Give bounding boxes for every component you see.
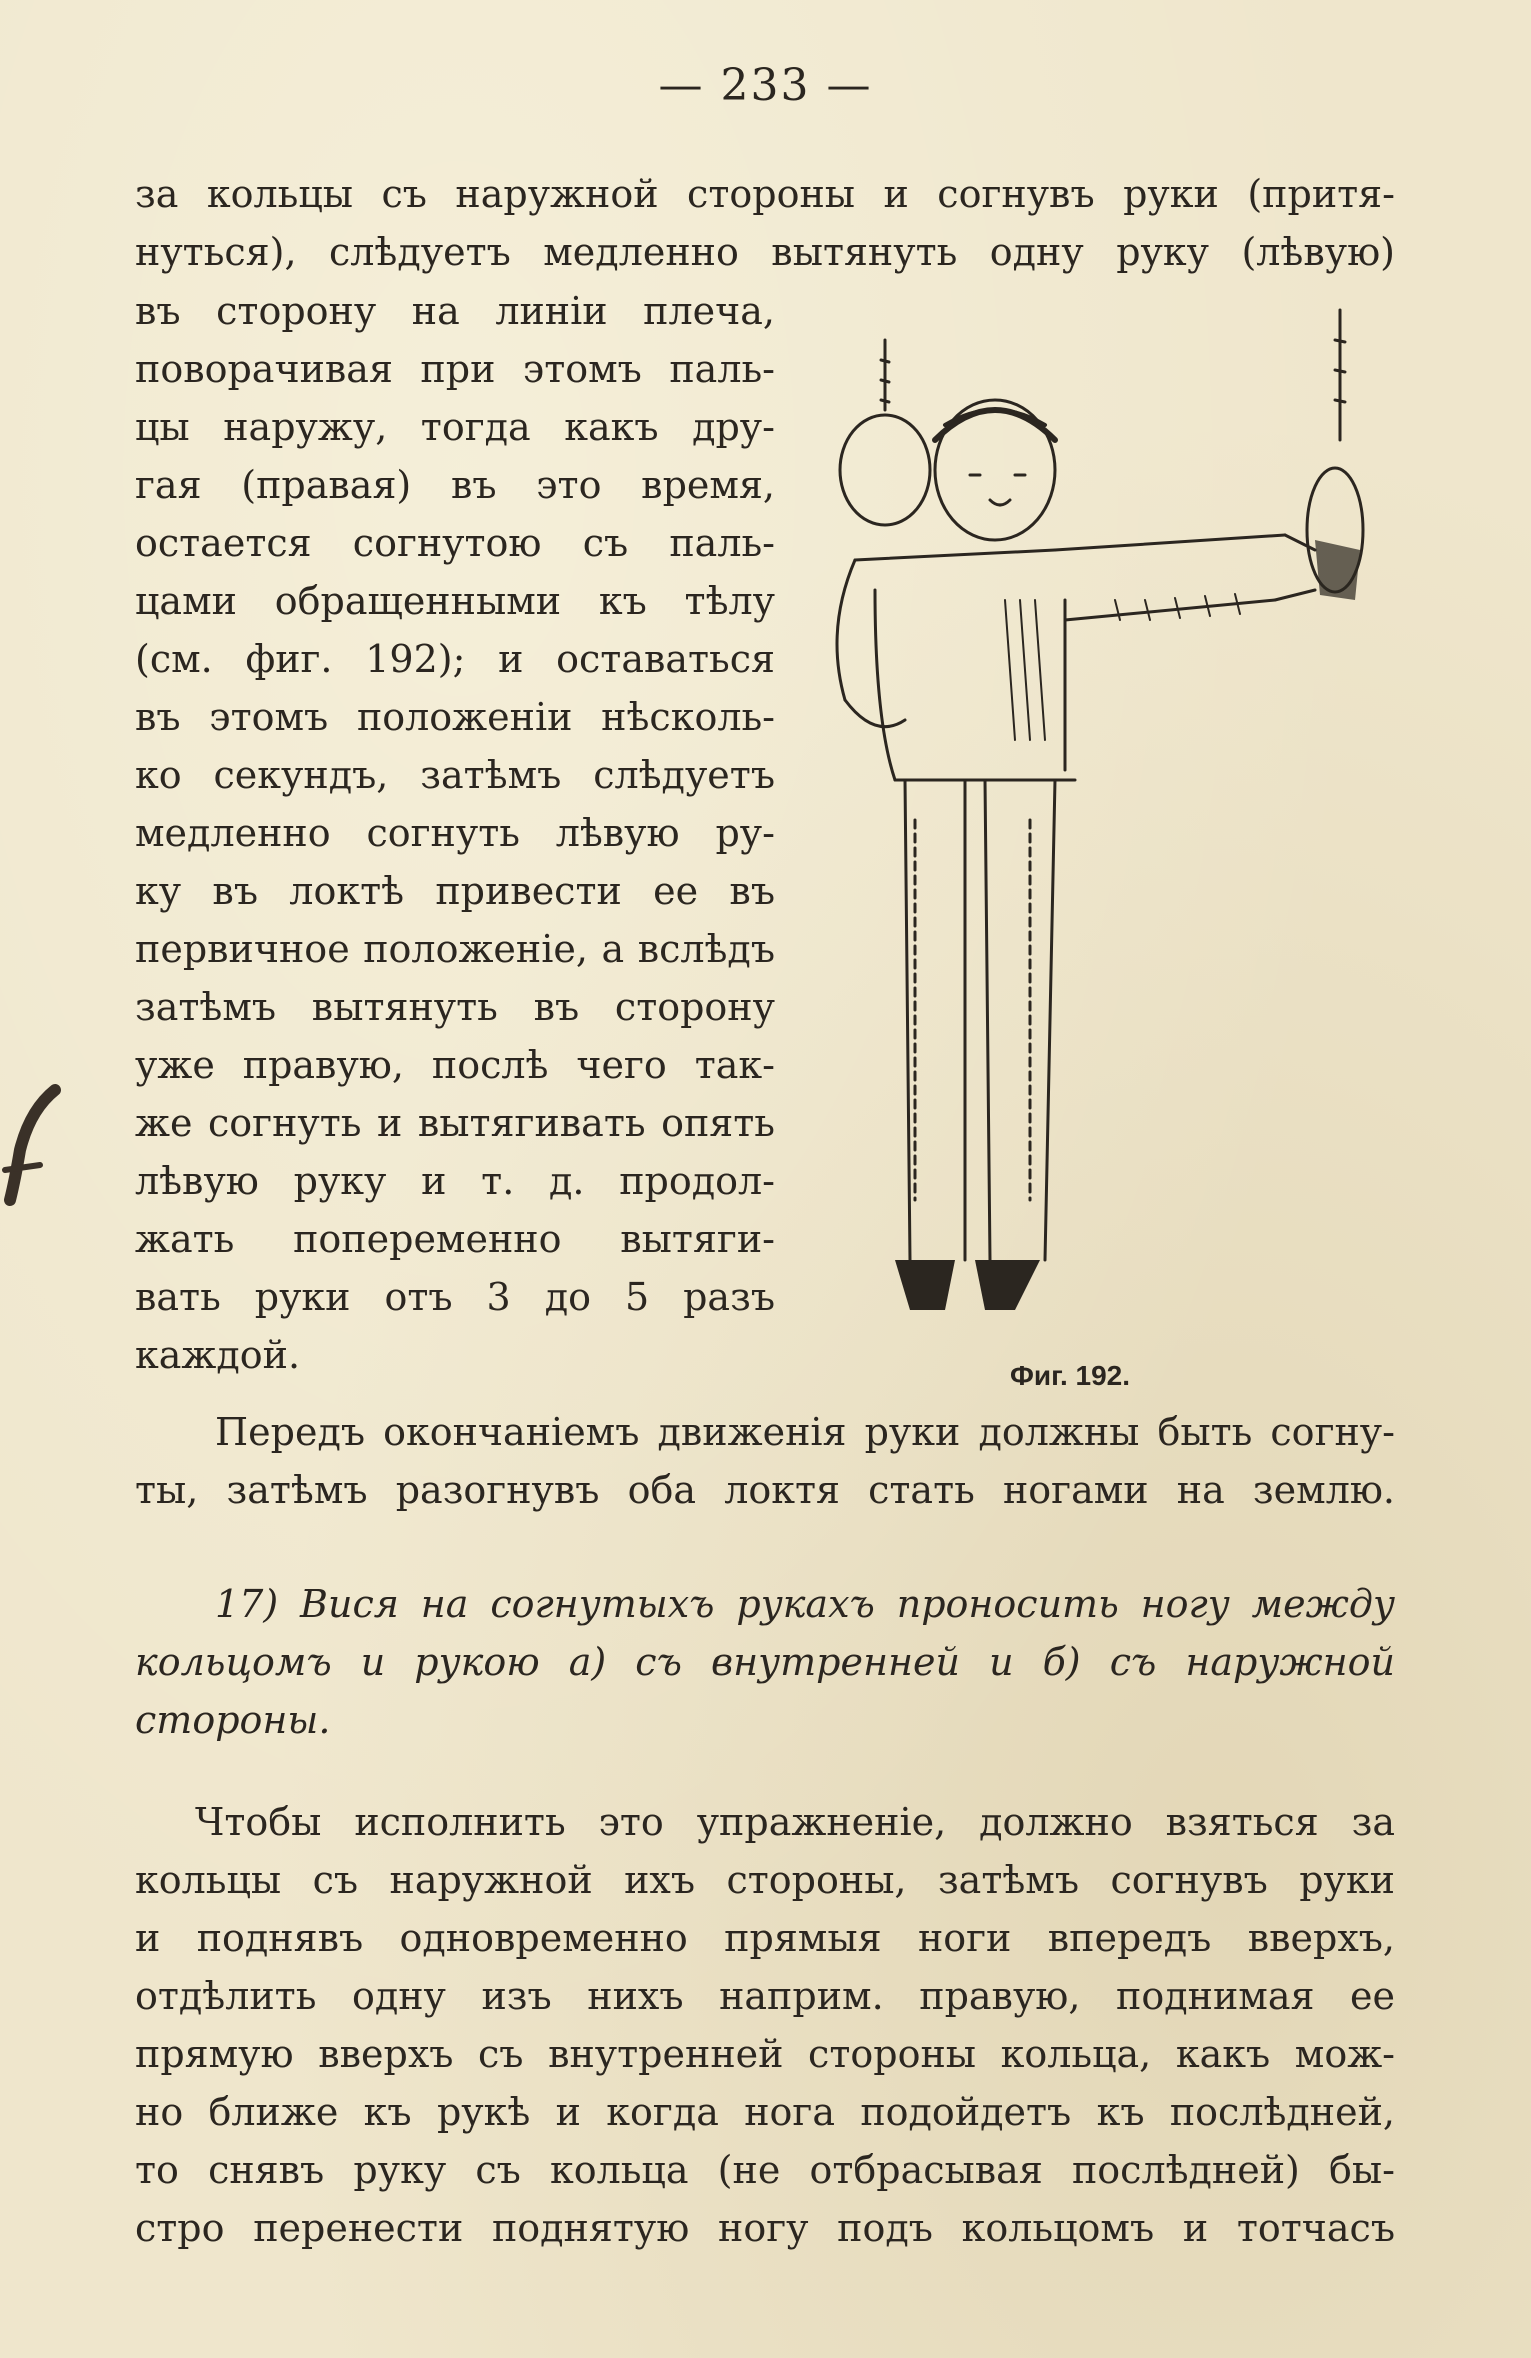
text-line: но ближе къ рукѣ и когда нога подойдетъ къ послѣдней, [135,2090,1395,2134]
text-line: въ этомъ положенiи нѣсколь- [135,695,775,739]
text-line: то снявъ руку съ кольца (не отбрасывая послѣдней) бы- [135,2148,1395,2192]
text-line: первичное положенiе, а вслѣдъ [135,927,775,971]
text-line: каждой. [135,1333,301,1377]
gymnast-figure-illustration [815,300,1395,1350]
text-line: цы наружу, тогда какъ дру- [135,405,775,449]
text-line: (см. фиг. 192); и оставаться [135,637,775,681]
figure-caption: Фиг. 192. [1010,1360,1131,1391]
text-line: лѣвую руку и т. д. продол- [135,1159,775,1203]
text-line: отдѣлить одну изъ нихъ наприм. правую, поднимая ее [135,1974,1395,2018]
text-line: прямую вверхъ съ внутренней стороны кольца, какъ мож- [135,2032,1395,2076]
text-line: жать попеременно вытяги- [135,1217,775,1261]
text-line: и поднявъ одновременно прямыя ноги впередъ вверхъ, [135,1916,1395,1960]
text-line: нуться), слѣдуетъ медленно вытянуть одну руку (лѣвую) [135,230,1395,274]
text-line: цами обращенными къ тѣлу [135,579,775,623]
exercise-heading-line: 17) Вися на согнутыхъ рукахъ проносить ногу между [215,1582,1395,1626]
text-line: же согнуть и вытягивать опять [135,1101,775,1145]
text-line: ты, затѣмъ разогнувъ оба локтя стать ногами на землю. [135,1468,1395,1512]
text-line: въ сторону на линiи плеча, [135,289,775,333]
text-line: ко секундъ, затѣмъ слѣдуетъ [135,753,775,797]
text-line: Чтобы исполнить это упражненiе, должно взяться за [195,1800,1395,1844]
text-line: ку въ локтѣ привести ее въ [135,869,775,913]
text-line: затѣмъ вытянуть въ сторону [135,985,775,1029]
text-line: остается согнутою съ паль- [135,521,775,565]
exercise-heading-line: стороны. [135,1698,331,1742]
text-line: стро перенести поднятую ногу подъ кольцомъ и тотчасъ [135,2206,1395,2250]
text-line: Передъ окончанiемъ движенiя руки должны быть согну- [215,1410,1395,1454]
page-number: — 233 — [658,60,873,111]
exercise-heading-line: кольцомъ и рукою а) съ внутренней и б) съ наружной [135,1640,1395,1684]
text-line: медленно согнуть лѣвую ру- [135,811,775,855]
margin-pencil-mark [0,1080,70,1210]
text-line: уже правую, послѣ чего так- [135,1043,775,1087]
text-line: кольцы съ наружной ихъ стороны, затѣмъ согнувъ руки [135,1858,1395,1902]
text-line: поворачивая при этомъ паль- [135,347,775,391]
text-line: гая (правая) въ это время, [135,463,775,507]
text-line: за кольцы съ наружной стороны и согнувъ руки (притя- [135,172,1395,216]
text-line: вать руки отъ 3 до 5 разъ [135,1275,775,1319]
